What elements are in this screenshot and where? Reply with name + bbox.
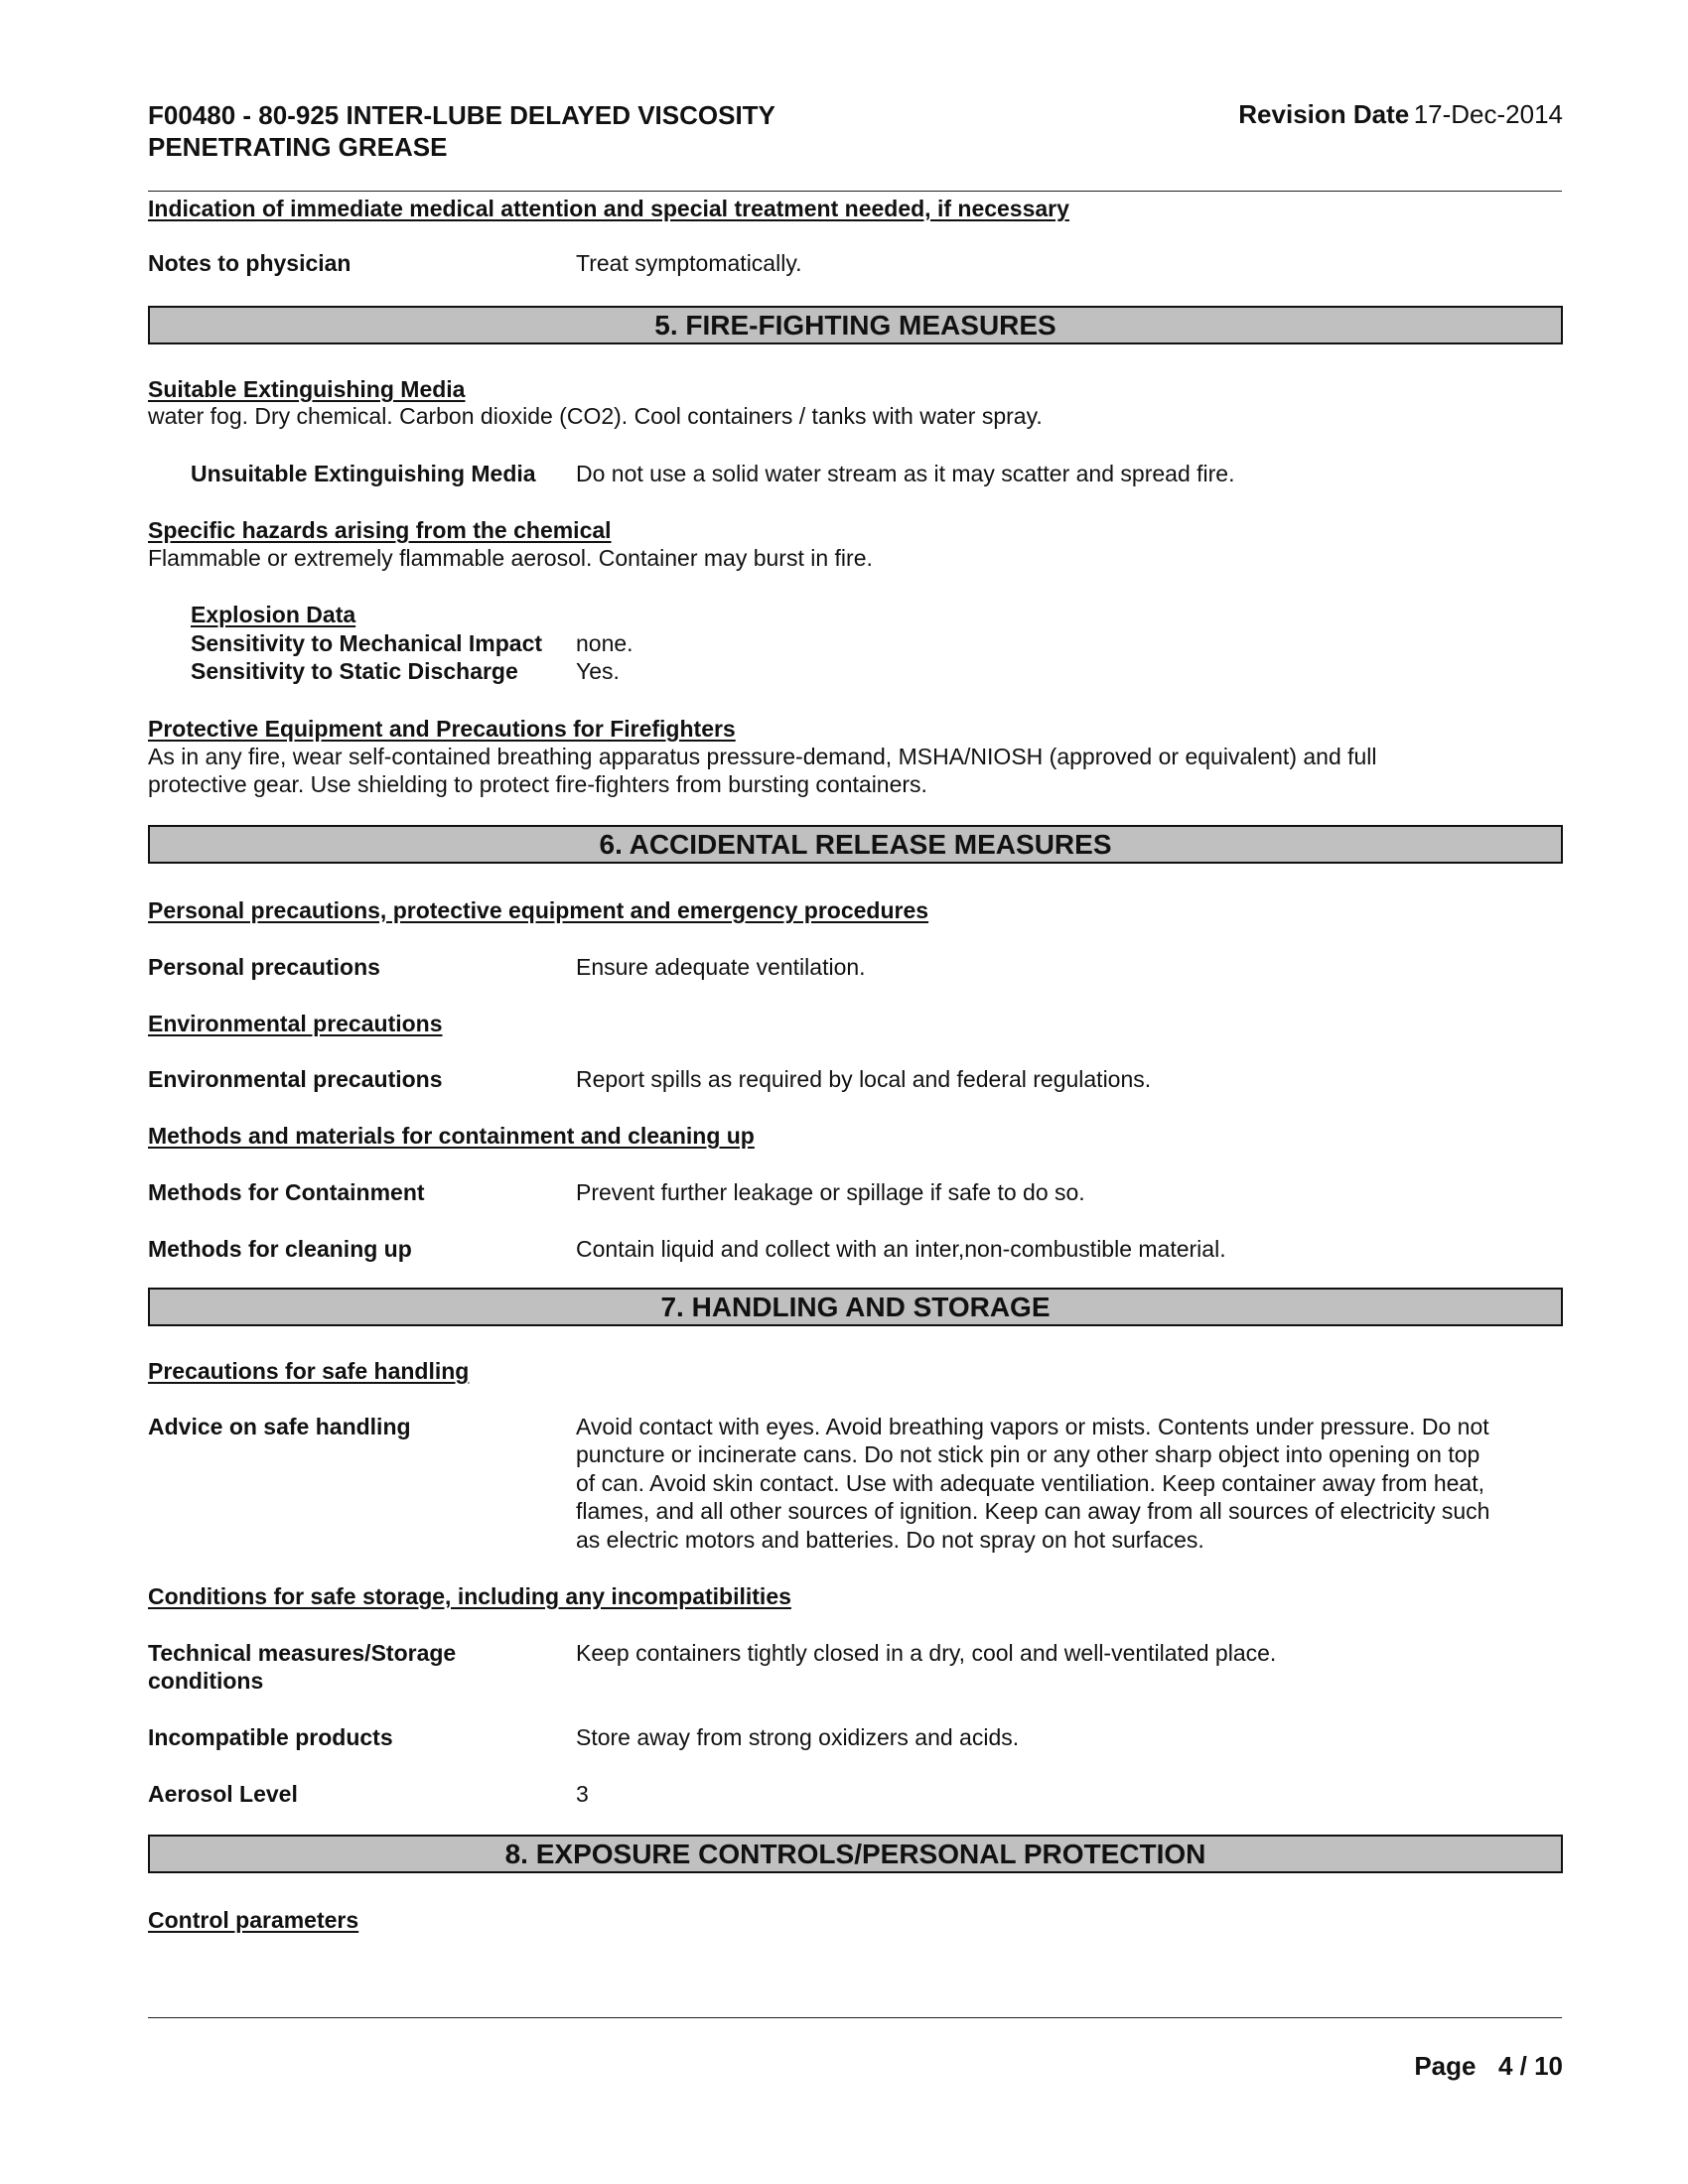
safe-handling-heading: Precautions for safe handling	[148, 1358, 470, 1384]
notes-physician-label: Notes to physician	[148, 250, 352, 276]
revision-info	[1238, 99, 1563, 130]
specific-hazards-text: Flammable or extremely flammable aerosol. Container may burst in fire.	[148, 545, 873, 571]
section-8-banner: 8. EXPOSURE CONTROLS/PERSONAL PROTECTION	[148, 1835, 1563, 1873]
unsuitable-media-label: Unsuitable Extinguishing Media	[191, 461, 536, 486]
product-title-line2: PENETRATING GREASE	[148, 132, 448, 162]
specific-hazards-heading: Specific hazards arising from the chemical	[148, 517, 612, 543]
footer-divider	[148, 2017, 1562, 2018]
containment-label: Methods for Containment	[148, 1179, 425, 1205]
advice-line: puncture or incinerate cans. Do not stick pin or any other sharp object into opening on top	[576, 1441, 1480, 1467]
environmental-precautions-value: Report spills as required by local and federal regulations.	[576, 1066, 1152, 1092]
advice-line: of can. Avoid skin contact. Use with adequate ventiliation. Keep container away from heat,	[576, 1470, 1485, 1496]
technical-measures-label-line1: Technical measures/Storage	[148, 1640, 457, 1666]
revision-label: Revision Date	[1238, 99, 1410, 129]
static-discharge-label: Sensitivity to Static Discharge	[191, 658, 518, 684]
environmental-precautions-label: Environmental precautions	[148, 1066, 443, 1092]
revision-date: 17-Dec-2014	[1413, 99, 1563, 129]
aerosol-level-label: Aerosol Level	[148, 1781, 298, 1807]
medical-attention-heading: Indication of immediate medical attention and special treatment needed, if necessary	[148, 196, 1069, 221]
notes-physician-value: Treat symptomatically.	[576, 250, 802, 276]
explosion-data-heading: Explosion Data	[191, 602, 356, 627]
cleaning-up-value: Contain liquid and collect with an inter,non-combustible material.	[576, 1236, 1226, 1262]
page-number: 4 / 10	[1497, 2051, 1563, 2081]
environmental-precautions-heading: Environmental precautions	[148, 1011, 443, 1036]
technical-measures-label-line2: conditions	[148, 1668, 264, 1694]
personal-precautions-label: Personal precautions	[148, 954, 380, 980]
technical-measures-value: Keep containers tightly closed in a dry, cool and well-ventilated place.	[576, 1640, 1277, 1666]
methods-materials-heading: Methods and materials for containment and cleaning up	[148, 1123, 755, 1149]
header-divider	[148, 191, 1562, 192]
section-5-banner: 5. FIRE-FIGHTING MEASURES	[148, 306, 1563, 344]
unsuitable-media-value: Do not use a solid water stream as it may scatter and spread fire.	[576, 461, 1235, 486]
product-title-line1: F00480 - 80-925 INTER-LUBE DELAYED VISCOSITY	[148, 100, 775, 130]
static-discharge-value: Yes.	[576, 658, 620, 684]
cleaning-up-label: Methods for cleaning up	[148, 1236, 412, 1262]
safe-storage-heading: Conditions for safe storage, including any incompatibilities	[148, 1583, 791, 1609]
page-label: Page	[1414, 2051, 1477, 2081]
personal-precautions-heading: Personal precautions, protective equipment and emergency procedures	[148, 897, 929, 923]
page-indicator	[1414, 2051, 1563, 2082]
section-6-banner: 6. ACCIDENTAL RELEASE MEASURES	[148, 825, 1563, 864]
suitable-media-heading: Suitable Extinguishing Media	[148, 376, 466, 402]
aerosol-level-value: 3	[576, 1781, 589, 1807]
incompatible-products-label: Incompatible products	[148, 1724, 393, 1750]
mechanical-impact-value: none.	[576, 630, 633, 656]
advice-line: as electric motors and batteries. Do not spray on hot surfaces.	[576, 1527, 1204, 1553]
section-7-banner: 7. HANDLING AND STORAGE	[148, 1288, 1563, 1326]
protective-equipment-line1: As in any fire, wear self-contained breathing apparatus pressure-demand, MSHA/NIOSH (approved or equivalent) and full	[148, 744, 1377, 769]
advice-line: Avoid contact with eyes. Avoid breathing vapors or mists. Contents under pressure. Do not	[576, 1414, 1489, 1439]
protective-equipment-line2: protective gear. Use shielding to protect fire-fighters from bursting containers.	[148, 771, 927, 797]
suitable-media-text: water fog. Dry chemical. Carbon dioxide (CO2). Cool containers / tanks with water spray.	[148, 403, 1043, 429]
containment-value: Prevent further leakage or spillage if safe to do so.	[576, 1179, 1085, 1205]
personal-precautions-value: Ensure adequate ventilation.	[576, 954, 866, 980]
advice-safe-handling-label: Advice on safe handling	[148, 1414, 411, 1439]
incompatible-products-value: Store away from strong oxidizers and acids.	[576, 1724, 1020, 1750]
control-parameters-heading: Control parameters	[148, 1907, 359, 1933]
mechanical-impact-label: Sensitivity to Mechanical Impact	[191, 630, 543, 656]
advice-line: flames, and all other sources of ignition. Keep can away from all sources of electricity such	[576, 1498, 1490, 1524]
protective-equipment-heading: Protective Equipment and Precautions for Firefighters	[148, 716, 736, 742]
